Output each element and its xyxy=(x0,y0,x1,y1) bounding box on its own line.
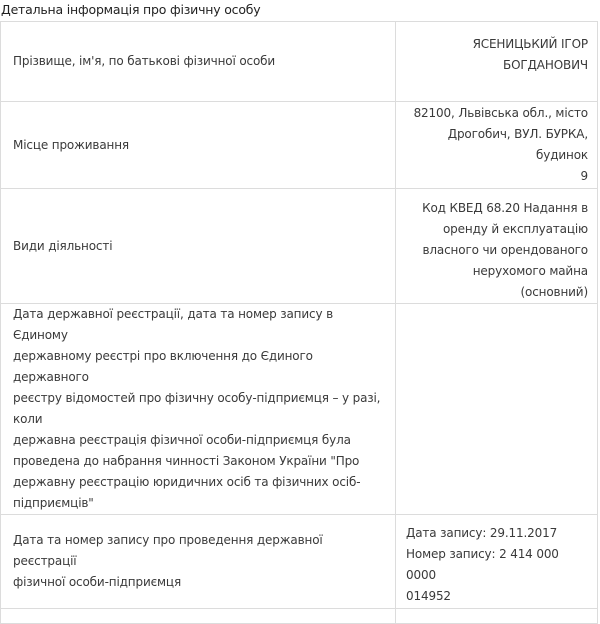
label-line: Дата державної реєстрації, дата та номер запису в Єдиному xyxy=(13,307,334,342)
page-heading: Детальна інформація про фізичну особу xyxy=(1,2,261,17)
label-state-registration xyxy=(1,515,396,609)
label-line: Дата та номер запису про проведення державної реєстрації xyxy=(13,533,323,568)
label-line: державну реєстрацію юридичних осіб та фізичних осіб- xyxy=(13,475,361,489)
label-residence: Місце проживання xyxy=(1,102,396,189)
value-line: нерухомого майна (основний) xyxy=(472,264,588,299)
value-residence xyxy=(396,102,598,189)
value-activities xyxy=(396,189,598,304)
value-line: Номер запису: 2 414 000 0000 xyxy=(406,547,559,582)
label-line: підприємців" xyxy=(13,496,94,510)
label-activities: Види діяльності xyxy=(1,189,396,304)
value-state-registration xyxy=(396,515,598,609)
value-line: ЯСЕНИЦЬКИЙ ІГОР xyxy=(472,37,588,51)
label-line: проведена до набрання чинності Законом України "Про xyxy=(13,454,360,468)
label-next-partial xyxy=(1,609,396,624)
value-line: Дата запису: 29.11.2017 xyxy=(406,526,558,540)
label-line: фізичної особи-підприємця xyxy=(13,575,182,589)
person-info-table xyxy=(0,21,598,624)
row-state-registration xyxy=(1,515,598,609)
label-registration-record xyxy=(1,304,396,515)
value-line: Дрогобич, ВУЛ. БУРКА, будинок xyxy=(447,127,588,162)
row-residence xyxy=(1,102,598,189)
label-line: реєстру відомостей про фізичну особу-підприємця – у разі, коли xyxy=(13,391,381,426)
value-line: власного чи орендованого xyxy=(422,243,588,257)
row-full-name xyxy=(1,22,598,102)
value-line: 014952 xyxy=(406,589,451,603)
value-line: БОГДАНОВИЧ xyxy=(503,58,588,72)
value-full-name xyxy=(396,22,598,102)
row-registration-record xyxy=(1,304,598,515)
value-registration-record xyxy=(396,304,598,515)
value-line: оренду й експлуатацію xyxy=(442,222,588,236)
value-next-partial xyxy=(396,609,598,624)
label-line: державному реєстрі про включення до Єдиного державного xyxy=(13,349,313,384)
row-next-partial xyxy=(1,609,598,624)
label-full-name: Прізвище, ім'я, по батькові фізичної особи xyxy=(1,22,396,102)
value-line: 82100, Львівська обл., місто xyxy=(413,106,588,120)
value-line: Код КВЕД 68.20 Надання в xyxy=(422,201,588,215)
row-activities xyxy=(1,189,598,304)
value-line: 9 xyxy=(580,169,588,183)
label-line: державна реєстрація фізичної особи-підприємця була xyxy=(13,433,351,447)
